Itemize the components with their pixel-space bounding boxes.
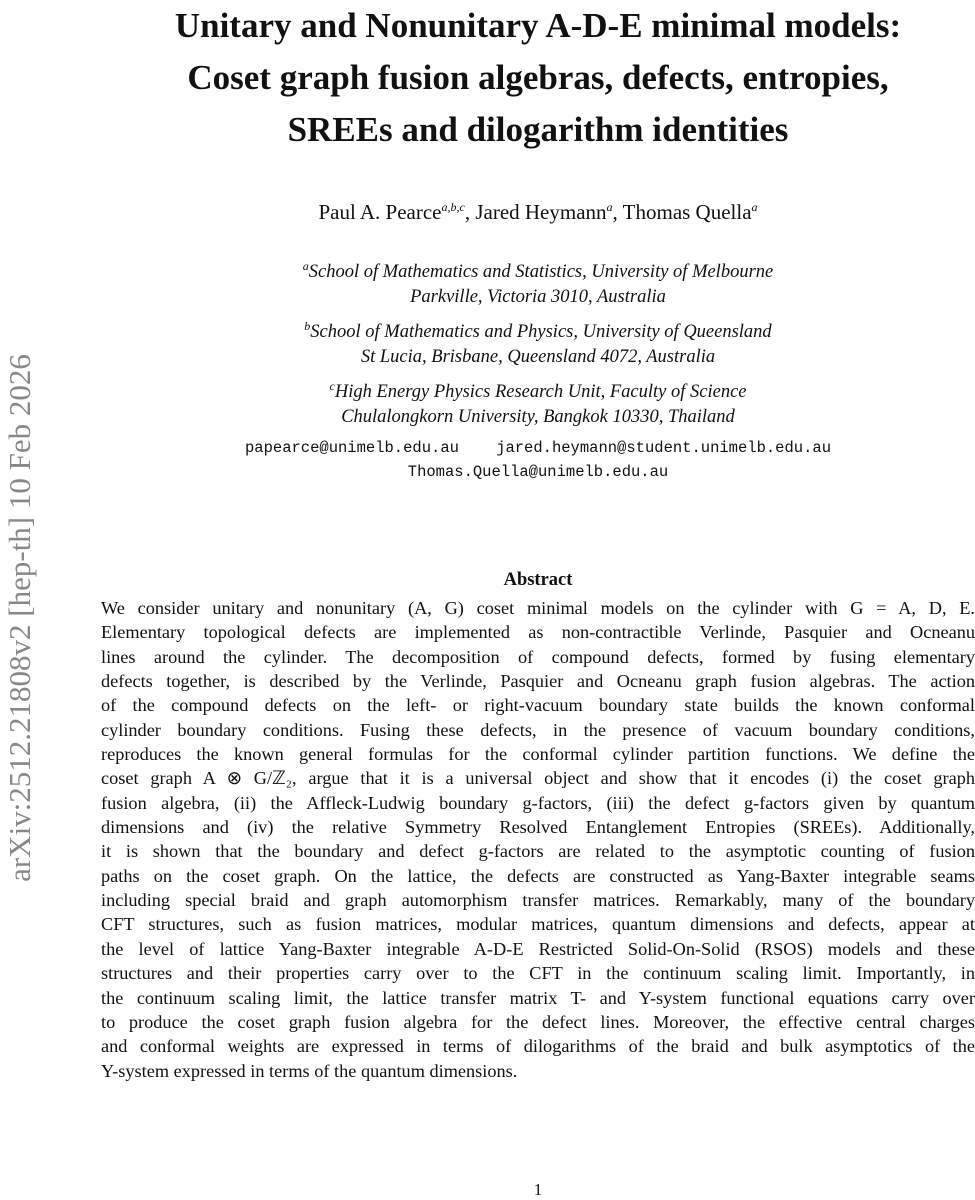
- affiliation: [101, 254, 975, 310]
- abstract-line: and conformal weights are expressed in terms of dilogarithms of the braid and bulk asymptotics of the: [101, 1036, 975, 1057]
- affiliation: [101, 314, 975, 370]
- affil-mark: a: [302, 259, 309, 273]
- title-line: Unitary and Nonunitary A-D-E minimal models:: [174, 6, 902, 45]
- affil-line: St Lucia, Brisbane, Queensland 4072, Australia: [360, 347, 716, 368]
- paper-title: [101, 0, 975, 156]
- abstract-line: fusion algebra, (ii) the Affleck-Ludwig boundary g-factors, (iii) the defect g-factors given by quantum: [101, 792, 975, 813]
- abstract-body: [101, 596, 975, 1083]
- abstract-line: We consider unitary and nonunitary (A, G) coset minimal models on the cylinder with G = A, D, E.: [101, 598, 975, 618]
- author: Jared Heymann: [475, 200, 607, 224]
- abstract-line: paths on the coset graph. On the lattice, the defects are constructed as Yang-Baxter integrable seams: [101, 865, 975, 886]
- affiliation: [101, 374, 975, 430]
- author: Paul A. Pearce: [318, 200, 442, 224]
- affil-line: School of Mathematics and Statistics, University of Melbourne: [308, 262, 774, 283]
- abstract-line: the continuum scaling limit, the lattice transfer matrix T- and Y-system functional equations carry over: [101, 987, 975, 1008]
- affil-mark: b: [304, 319, 311, 333]
- abstract-line: it is shown that the boundary and defect g-factors are related to the asymptotic counting of fusion: [101, 841, 975, 862]
- abstract-line: to produce the coset graph fusion algebra for the defect lines. Moreover, the effective central charges: [101, 1011, 975, 1032]
- abstract-line: reproduces the known general formulas for the conformal cylinder partition functions. We define the: [101, 744, 975, 765]
- affil-line: Parkville, Victoria 3010, Australia: [410, 287, 666, 308]
- author-list: Paul A. Pearce$^{a,b,c}$, Jared Heymann$^a$, Thomas Quella$^a$: [318, 200, 758, 224]
- abstract-line: cylinder boundary conditions. Fusing these defects, in the presence of vacuum boundary conditions,: [101, 719, 975, 740]
- email[interactable]: Thomas.Quella@unimelb.edu.au: [407, 463, 669, 481]
- abstract-line: defects together, is described by the Verlinde, Pasquier and Ocneanu graph fusion algebras. The action: [101, 671, 975, 692]
- abstract-line: the level of lattice Yang-Baxter integrable A-D-E Restricted Solid-On-Solid (RSOS) models and these: [101, 938, 975, 959]
- abstract-line: dimensions and (iv) the relative Symmetry Resolved Entanglement Entropies (SREEs). Additionally,: [101, 817, 975, 838]
- author-affil-mark: a: [751, 200, 758, 214]
- title-line: Coset graph fusion algebras, defects, entropies,: [187, 58, 889, 97]
- arxiv-stamp: arXiv:2512.21808v2 [hep-th] 10 Feb 2026: [2, 354, 37, 882]
- affil-line: Chulalongkorn University, Bangkok 10330, Thailand: [341, 407, 735, 428]
- email-block: [101, 436, 975, 484]
- affil-line: School of Mathematics and Physics, University of Queensland: [310, 322, 772, 343]
- author-affil-mark: a: [606, 200, 613, 214]
- author: Thomas Quella: [622, 200, 752, 224]
- abstract-line: coset graph A ⊗ G/ℤ₂, argue that it is a universal object and show that it encodes (i) the coset graph: [101, 768, 975, 789]
- abstract-line: Elementary topological defects are implemented as non-contractible Verlinde, Pasquier and Ocneanu: [101, 622, 975, 643]
- abstract-line: CFT structures, such as fusion matrices, modular matrices, quantum dimensions and defects, appear at: [101, 914, 975, 935]
- abstract-line: of the compound defects on the left- or right-vacuum boundary state builds the known conformal: [101, 695, 975, 716]
- abstract-line: including special braid and graph automorphism transfer matrices. Remarkably, many of the boundary: [101, 890, 975, 911]
- abstract-line: lines around the cylinder. The decomposition of compound defects, formed by fusing elementary: [101, 646, 975, 667]
- abstract-line: structures and their properties carry over to the CFT in the continuum scaling limit. Importantly, in: [101, 963, 975, 984]
- affil-line: High Energy Physics Research Unit, Faculty of Science: [334, 382, 747, 403]
- email[interactable]: jared.heymann@student.unimelb.edu.au: [496, 439, 831, 457]
- page-number: 1: [533, 1180, 543, 1199]
- affil-mark: c: [329, 379, 335, 393]
- abstract-heading: Abstract: [503, 570, 573, 590]
- author-affil-mark: a,b,c: [441, 200, 465, 214]
- title-line: SREEs and dilogarithm identities: [287, 110, 789, 149]
- abstract-line: Y-system expressed in terms of the quantum dimensions.: [101, 1060, 518, 1081]
- email[interactable]: papearce@unimelb.edu.au: [244, 439, 459, 457]
